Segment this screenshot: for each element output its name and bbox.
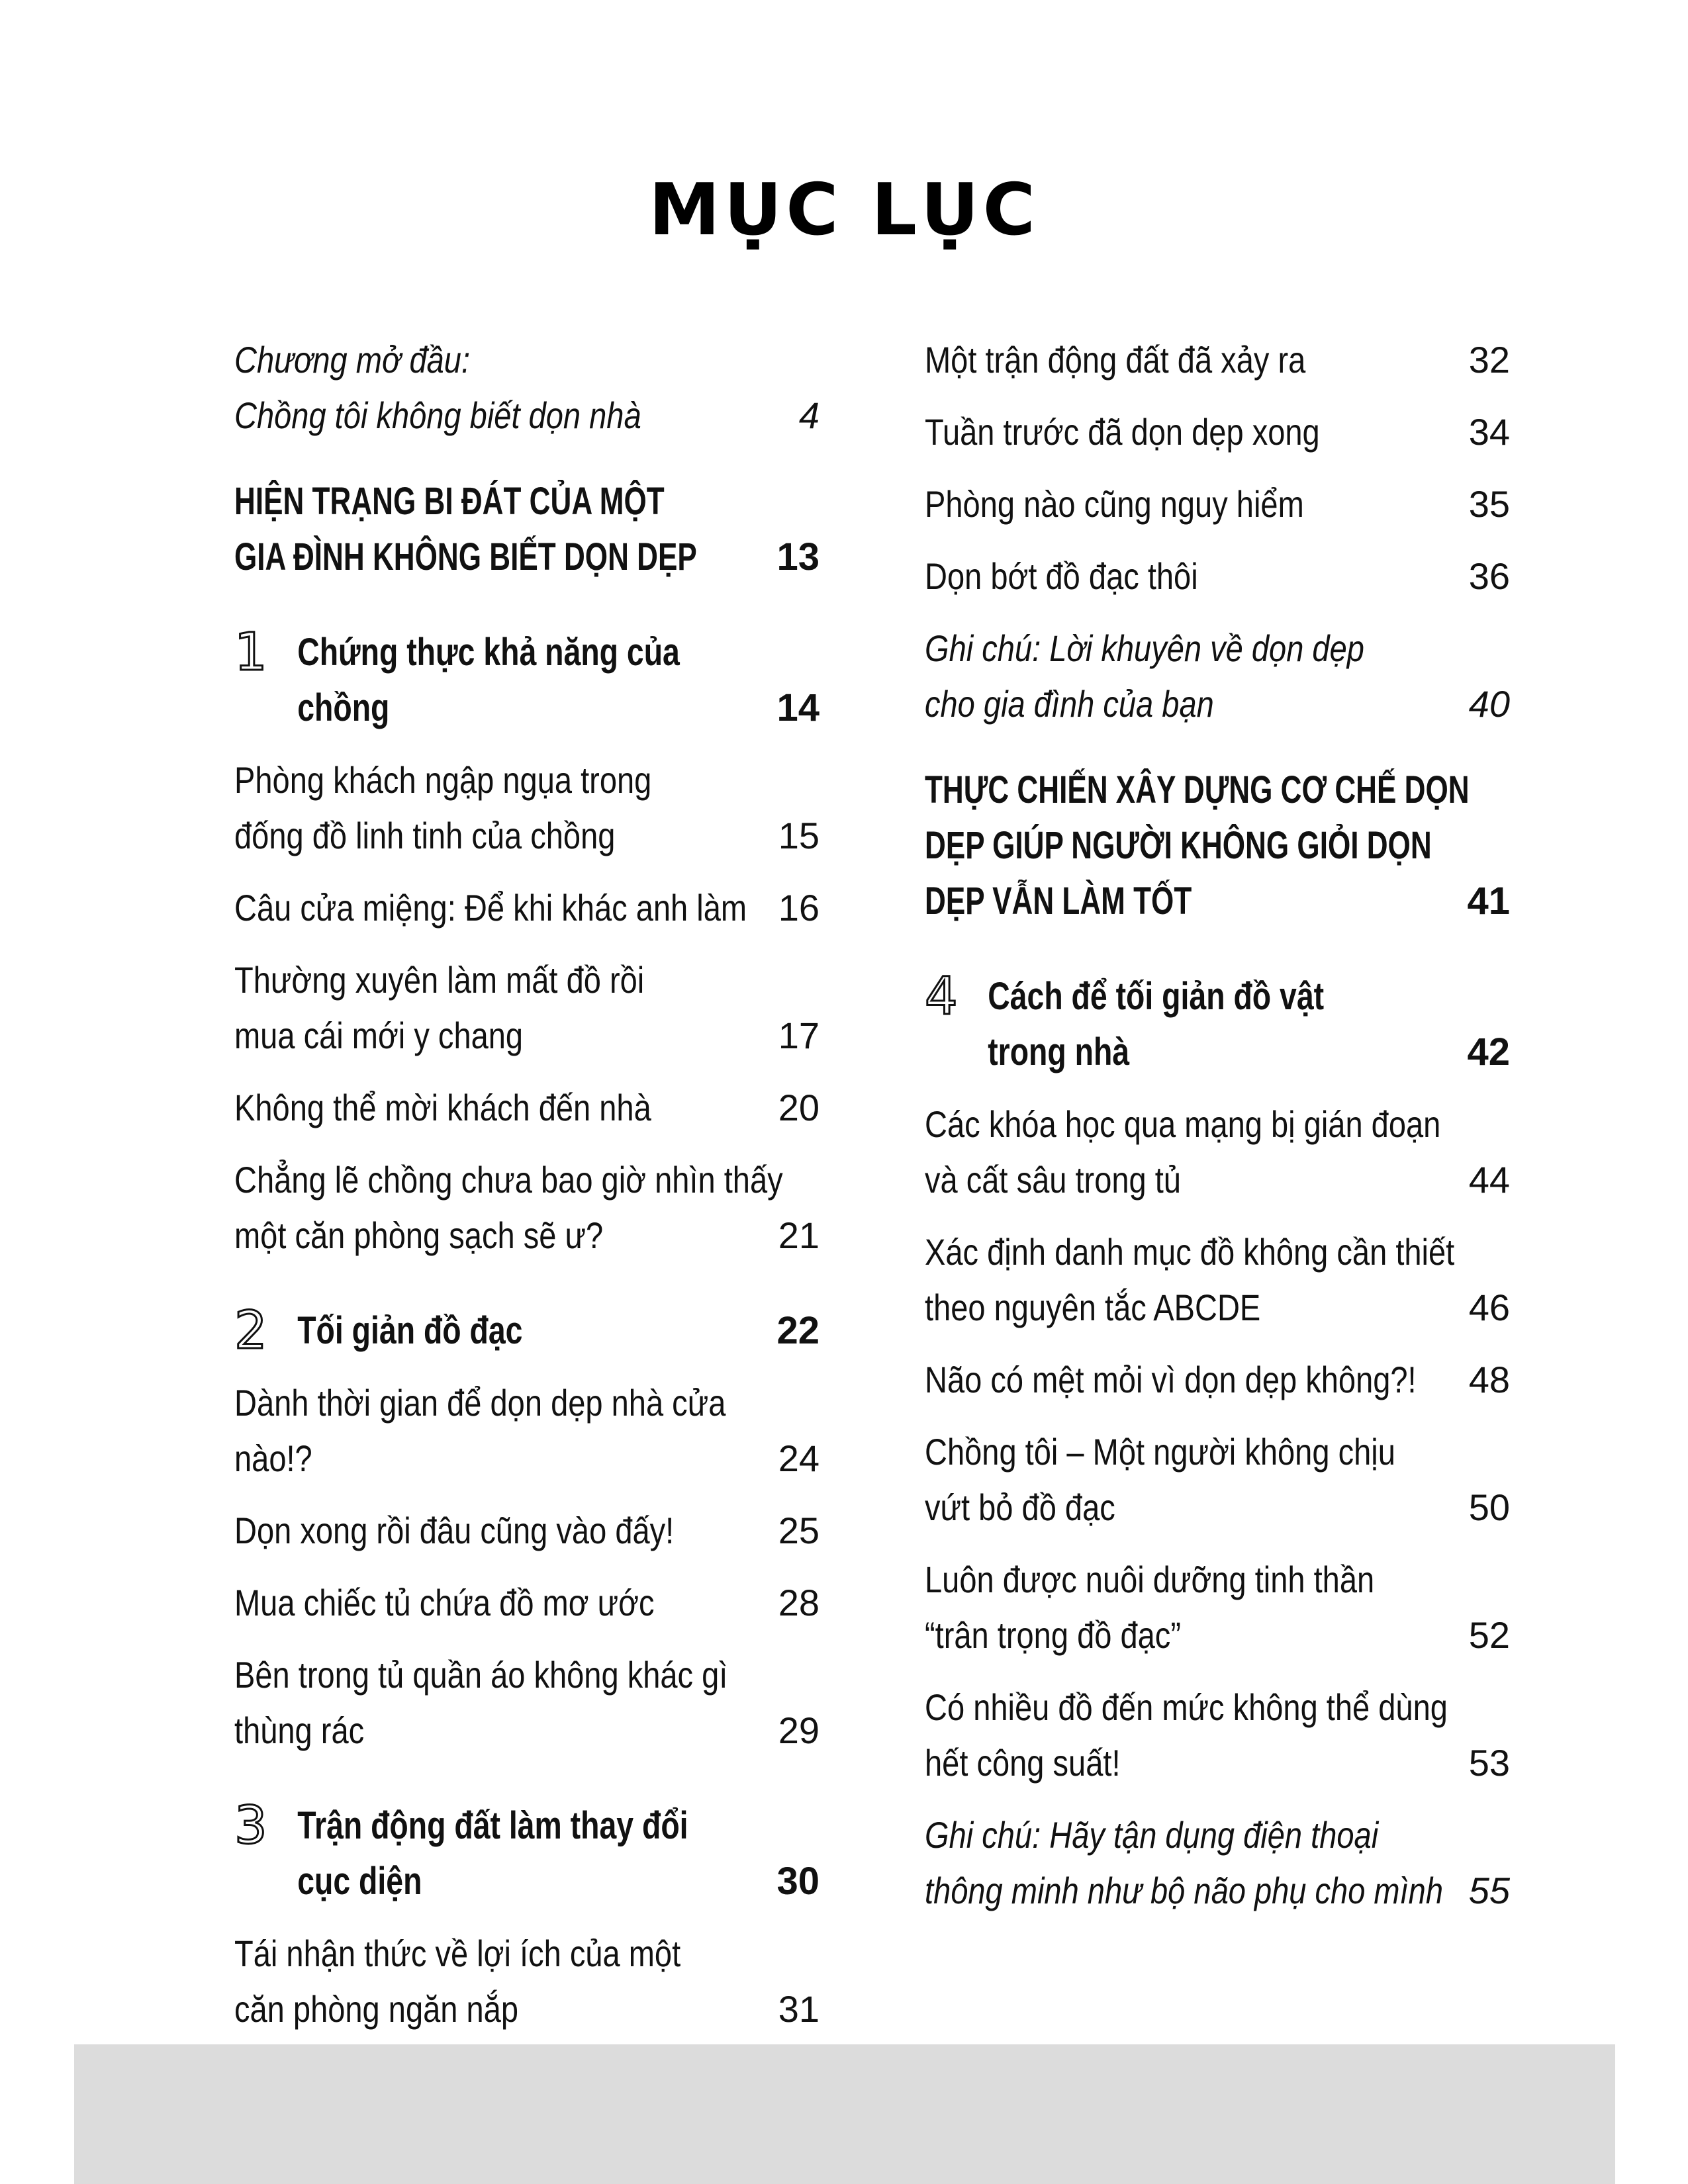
toc-entry-title-line: trong nhà: [988, 1030, 1130, 1073]
toc-entry: [925, 621, 1510, 732]
toc-part-heading: [925, 762, 1510, 929]
toc-entry: [234, 1375, 820, 1486]
toc-entry-title-line: Chồng tôi – Một người không chịu: [925, 1431, 1395, 1473]
toc-entry-title-line: Phòng khách ngập ngụa trong: [234, 759, 652, 801]
toc-entry: [925, 332, 1510, 388]
toc-entry-title-line: Ghi chú: Lời khuyên về dọn dẹp: [925, 627, 1364, 669]
toc-chapter-heading: [234, 1303, 820, 1359]
toc-page-number: 15: [778, 815, 820, 856]
toc-page-number: 40: [1468, 683, 1510, 725]
toc-entry-title-line: căn phòng ngăn nắp: [234, 1988, 518, 2030]
chapter-number: 2: [234, 1301, 267, 1361]
toc-part-heading: [234, 474, 820, 585]
toc-entry-title-line: theo nguyên tắc ABCDE: [925, 1287, 1261, 1328]
toc-entry: [234, 1080, 820, 1136]
toc-entry-title-line: Tối giản đồ đạc: [297, 1309, 523, 1352]
toc-page-number: 28: [778, 1582, 820, 1623]
toc-page-number: 41: [1467, 880, 1510, 923]
toc-entry: [234, 332, 820, 443]
toc-entry-title-line: Chương mở đầu:: [234, 339, 471, 381]
toc-page-number: 21: [778, 1214, 820, 1256]
toc-entry-title-line: Ghi chú: Hãy tận dụng điện thoại: [925, 1814, 1379, 1856]
toc-entry: [925, 477, 1510, 532]
toc-entry-title-line: Thường xuyên làm mất đồ rồi: [234, 959, 645, 1001]
toc-entry-title-line: mua cái mới y chang: [234, 1015, 524, 1056]
toc-entry-title-line: GIA ĐÌNH KHÔNG BIẾT DỌN DẸP: [234, 535, 697, 578]
toc-entry: [234, 1503, 820, 1559]
toc-entry-title-line: Luôn được nuôi dưỡng tinh thần: [925, 1559, 1375, 1600]
toc-entry-title-line: một căn phòng sạch sẽ ư?: [234, 1214, 604, 1256]
toc-entry-title-line: Trận động đất làm thay đổi: [297, 1804, 688, 1847]
toc-entry-title-line: Chẳng lẽ chồng chưa bao giờ nhìn thấy: [234, 1159, 783, 1201]
toc-entry-title-line: Dọn bớt đồ đạc thôi: [925, 555, 1198, 597]
toc-entry: [925, 1680, 1510, 1791]
toc-page-number: 14: [776, 686, 820, 729]
toc-entry-title-line: hết công suất!: [925, 1742, 1121, 1784]
toc-entry-title-line: “trân trọng đồ đạc”: [925, 1614, 1181, 1656]
toc-page-number: 4: [798, 394, 820, 436]
toc-page-number: 20: [778, 1087, 820, 1128]
toc-page-number: 31: [778, 1988, 820, 2030]
toc-entry-title-line: Bên trong tủ quần áo không khác gì: [234, 1654, 728, 1696]
toc-entry-title-line: Dọn xong rồi đâu cũng vào đấy!: [234, 1510, 675, 1551]
toc-entry-title-line: thùng rác: [234, 1709, 365, 1751]
toc-entry-title-line: Não có mệt mỏi vì dọn dẹp không?!: [925, 1359, 1417, 1400]
toc-entry-title-line: Tái nhận thức về lợi ích của một: [234, 1933, 681, 1974]
toc-entry: [925, 1352, 1510, 1408]
toc-entry-title-line: DẸP GIÚP NGƯỜI KHÔNG GIỎI DỌN: [925, 824, 1432, 867]
toc-page-number: 25: [778, 1510, 820, 1551]
toc-page-number: 34: [1468, 411, 1510, 453]
toc-entry-title-line: cục diện: [297, 1860, 422, 1903]
toc-entry: [925, 1097, 1510, 1208]
toc-entry-title-line: DẸP VẪN LÀM TỐT: [925, 880, 1192, 923]
toc-entry-title-line: Tuần trước đã dọn dẹp xong: [925, 411, 1320, 453]
toc-entry: [234, 752, 820, 864]
chapter-number: 3: [234, 1796, 267, 1856]
toc-entry: [925, 404, 1510, 460]
toc-page-number: 48: [1468, 1359, 1510, 1400]
toc-page-number: 53: [1468, 1742, 1510, 1784]
toc-entry-title-line: Chồng tôi không biết dọn nhà: [234, 394, 641, 436]
toc-page-number: 55: [1468, 1870, 1510, 1911]
toc-page-number: 46: [1468, 1287, 1510, 1328]
toc-entry: [925, 549, 1510, 604]
toc-page-number: 22: [776, 1309, 820, 1352]
toc-page-number: 17: [778, 1015, 820, 1056]
toc-entry-title-line: Chứng thực khả năng của chồng: [297, 631, 680, 729]
toc-entry-title-line: thông minh như bộ não phụ cho mình: [925, 1870, 1444, 1911]
toc-page-number: 29: [778, 1709, 820, 1751]
toc-entry-title-line: Không thể mời khách đến nhà: [234, 1087, 651, 1128]
toc-page-number: 42: [1467, 1030, 1510, 1073]
toc-entry-title-line: Xác định danh mục đồ không cần thiết: [925, 1231, 1455, 1273]
toc-entry-title-line: đống đồ linh tinh của chồng: [234, 815, 616, 856]
toc-entry-title-line: Một trận động đất đã xảy ra: [925, 339, 1306, 381]
toc-entry: [234, 1152, 820, 1263]
toc-entry: [925, 1224, 1510, 1336]
toc-left-column: [234, 332, 820, 2037]
chapter-number: 1: [234, 623, 267, 682]
toc-chapter-heading: [234, 1798, 820, 1909]
chapter-number: 4: [925, 967, 958, 1026]
toc-entry-title-line: Các khóa học qua mạng bị gián đoạn: [925, 1103, 1441, 1145]
toc-entry: [925, 1552, 1510, 1663]
toc-entry: [234, 880, 820, 936]
toc-chapter-heading: [234, 625, 820, 736]
page-title: MỤC LỤC: [649, 169, 1039, 251]
toc-entry-title-line: Mua chiếc tủ chứa đồ mơ ước: [234, 1582, 655, 1623]
toc-entry: [234, 1926, 820, 2037]
toc-entry-title-line: THỰC CHIẾN XÂY DỰNG CƠ CHẾ DỌN: [925, 768, 1470, 811]
toc-chapter-heading: [925, 969, 1510, 1080]
footer-band: [74, 2044, 1615, 2184]
toc-entry-title-line: và cất sâu trong tủ: [925, 1159, 1182, 1201]
toc-entry: [234, 1575, 820, 1631]
toc-entry-title-line: Dành thời gian để dọn dẹp nhà cửa nào!?: [234, 1382, 726, 1479]
toc-entry-title-line: vứt bỏ đồ đạc: [925, 1486, 1115, 1528]
toc-page-number: 32: [1468, 339, 1510, 381]
toc-page-number: 35: [1468, 483, 1510, 525]
toc-page-number: 36: [1468, 555, 1510, 597]
toc-right-column: [925, 332, 1510, 1919]
toc-page-number: 44: [1468, 1159, 1510, 1201]
toc-entry-title-line: cho gia đình của bạn: [925, 683, 1214, 725]
toc-entry: [234, 1647, 820, 1758]
toc-entry: [925, 1424, 1510, 1535]
toc-entry-title-line: HIỆN TRẠNG BI ĐÁT CỦA MỘT: [234, 480, 665, 523]
toc-page-number: 50: [1468, 1486, 1510, 1528]
toc-entry: [925, 1807, 1510, 1919]
toc-entry-title-line: Cách để tối giản đồ vật: [988, 975, 1325, 1018]
toc-entry-title-line: Phòng nào cũng nguy hiểm: [925, 483, 1304, 525]
toc-entry: [234, 952, 820, 1064]
toc-entry-title-line: Câu cửa miệng: Để khi khác anh làm: [234, 887, 747, 929]
toc-page-number: 16: [778, 887, 820, 929]
toc-entry-title-line: Có nhiều đồ đến mức không thể dùng: [925, 1686, 1448, 1728]
toc-page-number: 13: [776, 535, 820, 578]
toc-page-number: 52: [1468, 1614, 1510, 1656]
toc-page-number: 30: [776, 1860, 820, 1903]
toc-page-number: 24: [778, 1437, 820, 1479]
